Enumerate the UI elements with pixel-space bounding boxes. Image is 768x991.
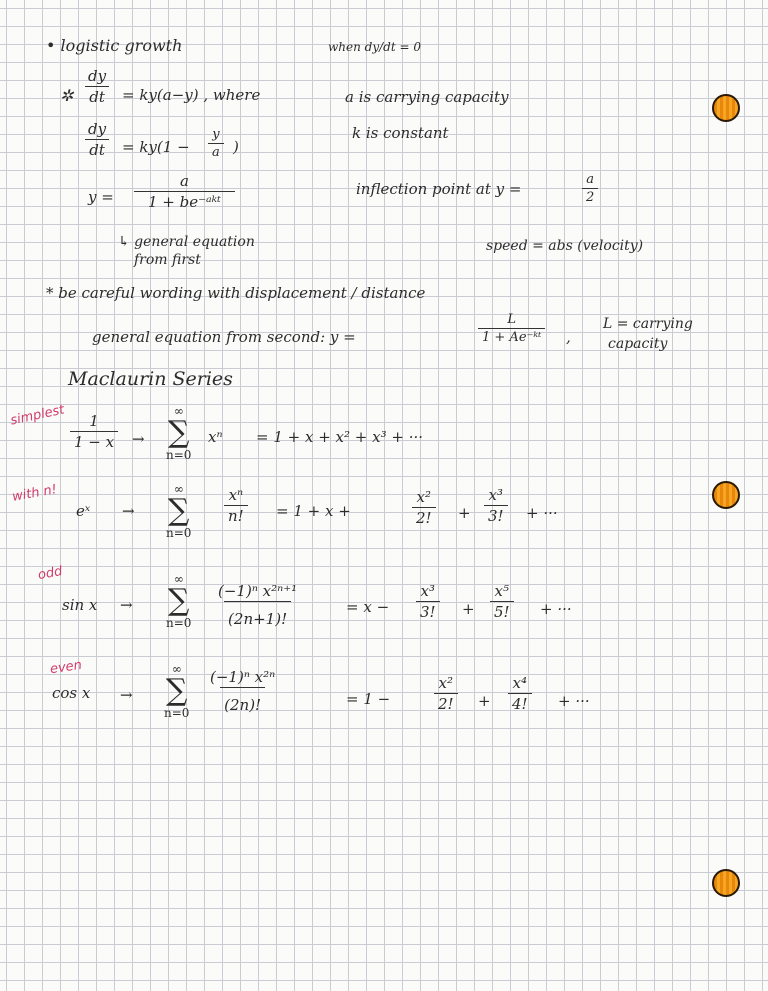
- L-carrying-capacity-note-2: capacity: [608, 336, 668, 352]
- general-equation-note: ↳ general equation: [118, 234, 255, 250]
- cos-lhs: cos x: [52, 684, 91, 702]
- careful-wording-note: * be careful wording with displacement / distance: [46, 284, 426, 302]
- exp-term-x3: $\frac{\text{x³}}{3!}$: [484, 486, 508, 525]
- logistic-ode-alt-rhs: = ky(1 −: [122, 138, 190, 156]
- exp-term-x2: $\frac{\text{x²}}{2!}$: [412, 488, 436, 527]
- binder-hole-middle: [712, 481, 740, 509]
- star-icon: ✲: [60, 86, 74, 105]
- annotation-simplest: simplest: [9, 402, 66, 429]
- exp-lhs: eˣ: [76, 502, 91, 520]
- geometric-expansion: = 1 + x + x² + x³ + ···: [256, 428, 424, 446]
- cos-term-x4: $\frac{\text{x⁴}}{4!}$: [508, 674, 532, 713]
- closing-paren: ): [233, 138, 239, 156]
- inflection-fraction: $\frac{a}{2}$: [582, 172, 598, 205]
- second-solution-fraction: $\frac{L}{\text{1 + Ae⁻ᵏᵗ}}$: [478, 312, 545, 345]
- sin-term-x5: $\frac{\text{x⁵}}{5!}$: [490, 582, 514, 621]
- arrow-icon: →: [122, 502, 135, 520]
- section-title-maclaurin: Maclaurin Series: [68, 368, 233, 390]
- binder-hole-top: [712, 94, 740, 122]
- annotation-even: even: [49, 657, 83, 678]
- sigma-sum-1: ∞ ∑ n=0: [166, 404, 192, 462]
- sigma-sum-2: ∞ ∑ n=0: [166, 482, 192, 540]
- plus-sign: +: [462, 600, 475, 618]
- arrow-icon: →: [120, 596, 133, 614]
- cos-term-x2: $\frac{\text{x²}}{2!}$: [434, 674, 458, 713]
- sin-general-term: $\frac{\text{(−1)ⁿ x²ⁿ⁺¹}}{(2n+1)!}$: [218, 582, 298, 628]
- cos-expansion-start: = 1 −: [346, 690, 391, 708]
- sigma-sum-3: ∞ ∑ n=0: [166, 572, 192, 630]
- sin-expansion-start: = x −: [346, 598, 390, 616]
- binder-hole-bottom: [712, 869, 740, 897]
- section-title-logistic: • logistic growth: [46, 36, 183, 55]
- general-equation-note-2: from first: [134, 252, 201, 268]
- y-solution-lhs: y =: [88, 188, 114, 206]
- sigma-sum-4: ∞ ∑ n=0: [164, 662, 190, 720]
- one-over-one-minus-x: $\frac{1}{1 - x}$: [70, 412, 118, 451]
- constant-k-note: k is constant: [352, 124, 449, 142]
- geometric-term: xⁿ: [208, 428, 223, 446]
- inflection-point-note: inflection point at y =: [356, 180, 522, 198]
- L-carrying-capacity-note: L = carrying: [603, 316, 693, 332]
- exp-tail: + ···: [526, 504, 558, 522]
- plus-sign: +: [478, 692, 491, 710]
- plus-sign: +: [458, 504, 471, 522]
- when-derivative-zero-note: when dy/dt = 0: [328, 40, 421, 54]
- y-over-a-fraction: $\frac{y}{a}$: [208, 127, 224, 160]
- sin-term-x3: $\frac{\text{x³}}{3!}$: [416, 582, 440, 621]
- second-general-equation-label: general equation from second: y =: [92, 328, 356, 346]
- cos-tail: + ···: [558, 692, 590, 710]
- sin-tail: + ···: [540, 600, 572, 618]
- cos-general-term: $\frac{\text{(−1)ⁿ x²ⁿ}}{(2n)!}$: [210, 668, 276, 714]
- arrow-icon: →: [120, 686, 133, 704]
- exp-general-term: $\frac{\text{xⁿ}}{n!}$: [224, 486, 248, 525]
- exp-expansion-start: = 1 + x +: [276, 502, 351, 520]
- second-eq-comma: ,: [566, 328, 571, 346]
- sin-lhs: sin x: [62, 596, 98, 614]
- dy-dt-fraction-2: $\frac{dy}{dt}$: [84, 120, 110, 159]
- speed-definition-note: speed = abs (velocity): [486, 238, 644, 254]
- arrow-icon: →: [132, 430, 145, 448]
- logistic-solution-fraction: a 1 + be⁻ᵃᵏᵗ: [134, 172, 235, 211]
- carrying-capacity-note: a is carrying capacity: [345, 88, 509, 106]
- dy-dt-fraction-1: $\frac{dy}{dt}$: [84, 67, 110, 106]
- annotation-with-n-factorial: with n!: [11, 482, 59, 505]
- logistic-ode-rhs: = ky(a−y) , where: [122, 86, 261, 104]
- annotation-odd: odd: [36, 563, 64, 584]
